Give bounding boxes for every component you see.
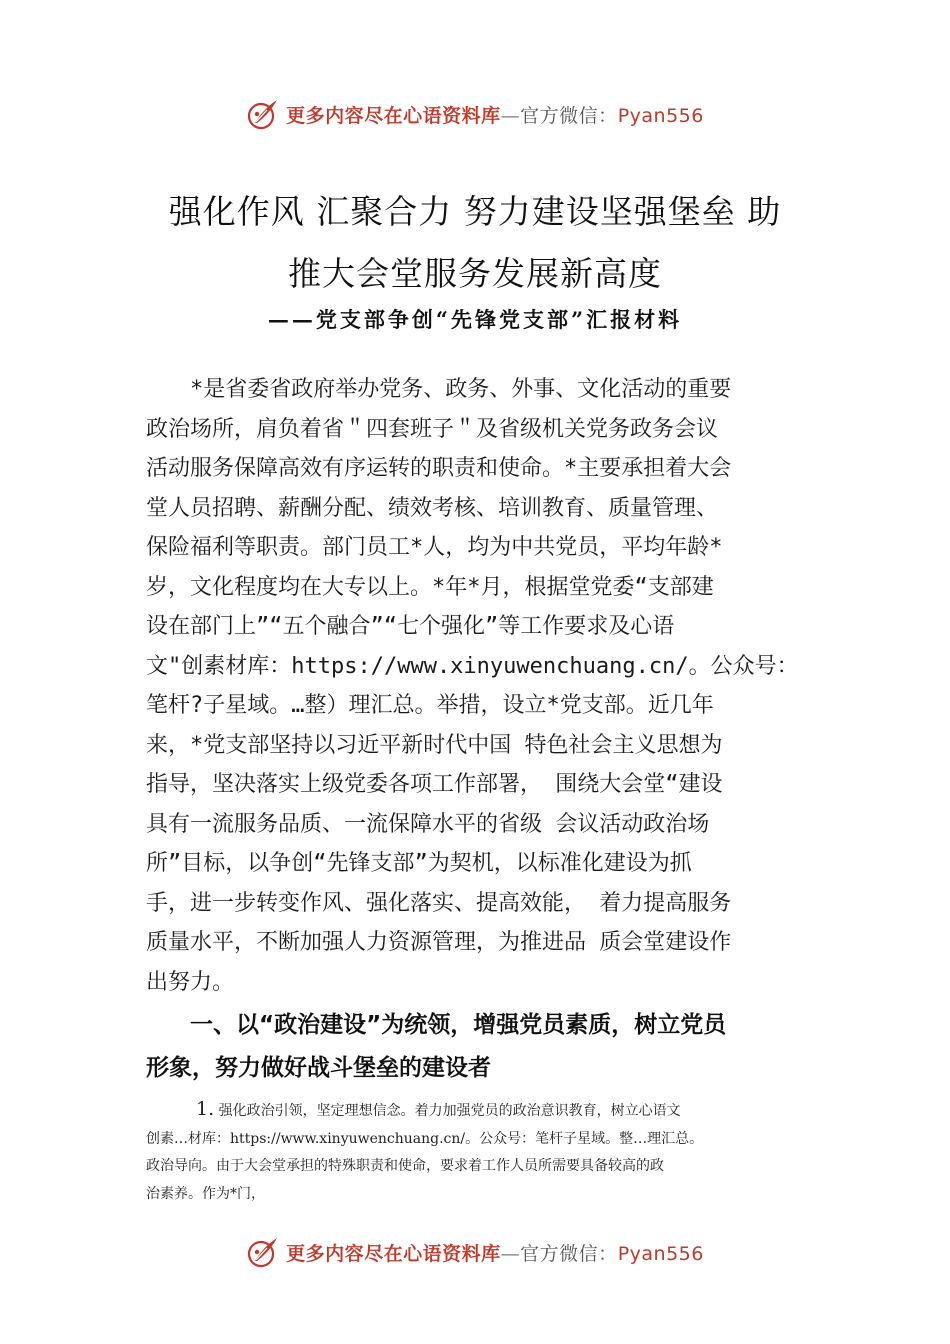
body-line: 笔杆?子星域。…整）理汇总。举措，设立*党支部。近几年 — [146, 693, 714, 718]
body-line: 活动服务保障高效有序运转的职责和使命。*主要承担着大会 — [146, 456, 732, 481]
watermark-wechat-label: 官方微信： — [520, 1242, 618, 1265]
watermark-separator: — — [500, 1242, 521, 1265]
subsection-line — [146, 1096, 826, 1126]
body-line: 具有一流服务品质、一流保障水平的省级 会议活动政治场 — [146, 811, 710, 837]
document-title-line-1: 强化作风 汇聚合力 努力建设坚强堡垒 助 — [168, 192, 782, 231]
document-title-line-2: 推大会堂服务发展新高度 — [288, 254, 662, 293]
body-line: 质量水平，不断加强人力资源管理，为推进品 质会堂建设作 — [146, 930, 732, 955]
body-line: 岁，文化程度均在大专以上。*年*月，根据堂党委“支部建 — [146, 574, 714, 600]
watermark-text — [286, 1239, 704, 1266]
body-line: 所”目标，以争创“先锋支部”为契机，以标准化建设为抓 — [146, 851, 692, 876]
subsection-line: 政治导向。由于大会堂承担的特殊职责和使命，要求着工作人员所需要具备较高的政 — [146, 1158, 664, 1174]
watermark-text — [286, 101, 704, 128]
document-subtitle: ——党支部争创“先锋党支部”汇报材料 — [267, 307, 683, 332]
section-heading-line: 一、以“政治建设”为统领，增强党员素质，树立党员 — [190, 1012, 727, 1038]
subsection-line: 创素…材库：https://www.xinyuwenchuang.cn/。公众号：笔杆子星域。整…理汇总。 — [146, 1130, 704, 1147]
watermark-wechat-id: Pyan556 — [617, 104, 704, 127]
subsection-line-text: 强化政治引领，坚定理想信念。着力加强党员的政治意识教育，树立心语文 — [218, 1103, 681, 1119]
body-line: 手，进一步转变作风、强化落实、提高效能， 着力提高服务 — [146, 890, 732, 916]
watermark-header — [0, 94, 950, 134]
watermark-wechat-label: 官方微信： — [520, 104, 618, 127]
body-line: 堂人员招聘、薪酬分配、绩效考核、培训教育、质量管理、 — [146, 495, 719, 521]
watermark-wechat-id: Pyan556 — [617, 1242, 704, 1265]
quill-logo-icon — [246, 1235, 280, 1269]
watermark-separator: — — [500, 104, 521, 127]
body-line: 保险福利等职责。部门员工*人，均为中共党员，平均年龄* — [146, 535, 723, 560]
subsection-line: 治素养。作为*门， — [146, 1185, 265, 1202]
section-heading — [146, 1004, 826, 1090]
body-line: *是省委省政府举办党务、政务、外事、文化活动的重要 — [190, 377, 732, 402]
body-paragraph — [146, 370, 826, 1002]
body-line: 出努力。 — [146, 969, 235, 995]
body-line: 指导，坚决落实上级党委各项工作部署， 围绕大会堂“建设 — [146, 772, 723, 797]
body-line: 文"创素材库：https://www.xinyuwenchuang.cn/。公众号： — [146, 653, 799, 679]
watermark-brand: 更多内容尽在心语资料库 — [286, 1242, 501, 1265]
body-line: 设在部门上”“五个融合”“七个强化”等工作要求及心语 — [146, 614, 675, 639]
quill-logo-icon — [246, 97, 280, 131]
section-heading-line: 形象，努力做好战斗堡垒的建设者 — [146, 1055, 491, 1081]
watermark-brand: 更多内容尽在心语资料库 — [286, 104, 501, 127]
subsection-number: 1. — [196, 1098, 215, 1120]
subsection-paragraph — [146, 1096, 826, 1208]
body-line: 政治场所，肩负着省＂四套班子＂及省级机关党务政务会议 — [146, 416, 719, 442]
body-line: 来，*党支部坚持以习近平新时代中国 特色社会主义思想为 — [146, 732, 723, 758]
watermark-footer — [0, 1232, 950, 1272]
